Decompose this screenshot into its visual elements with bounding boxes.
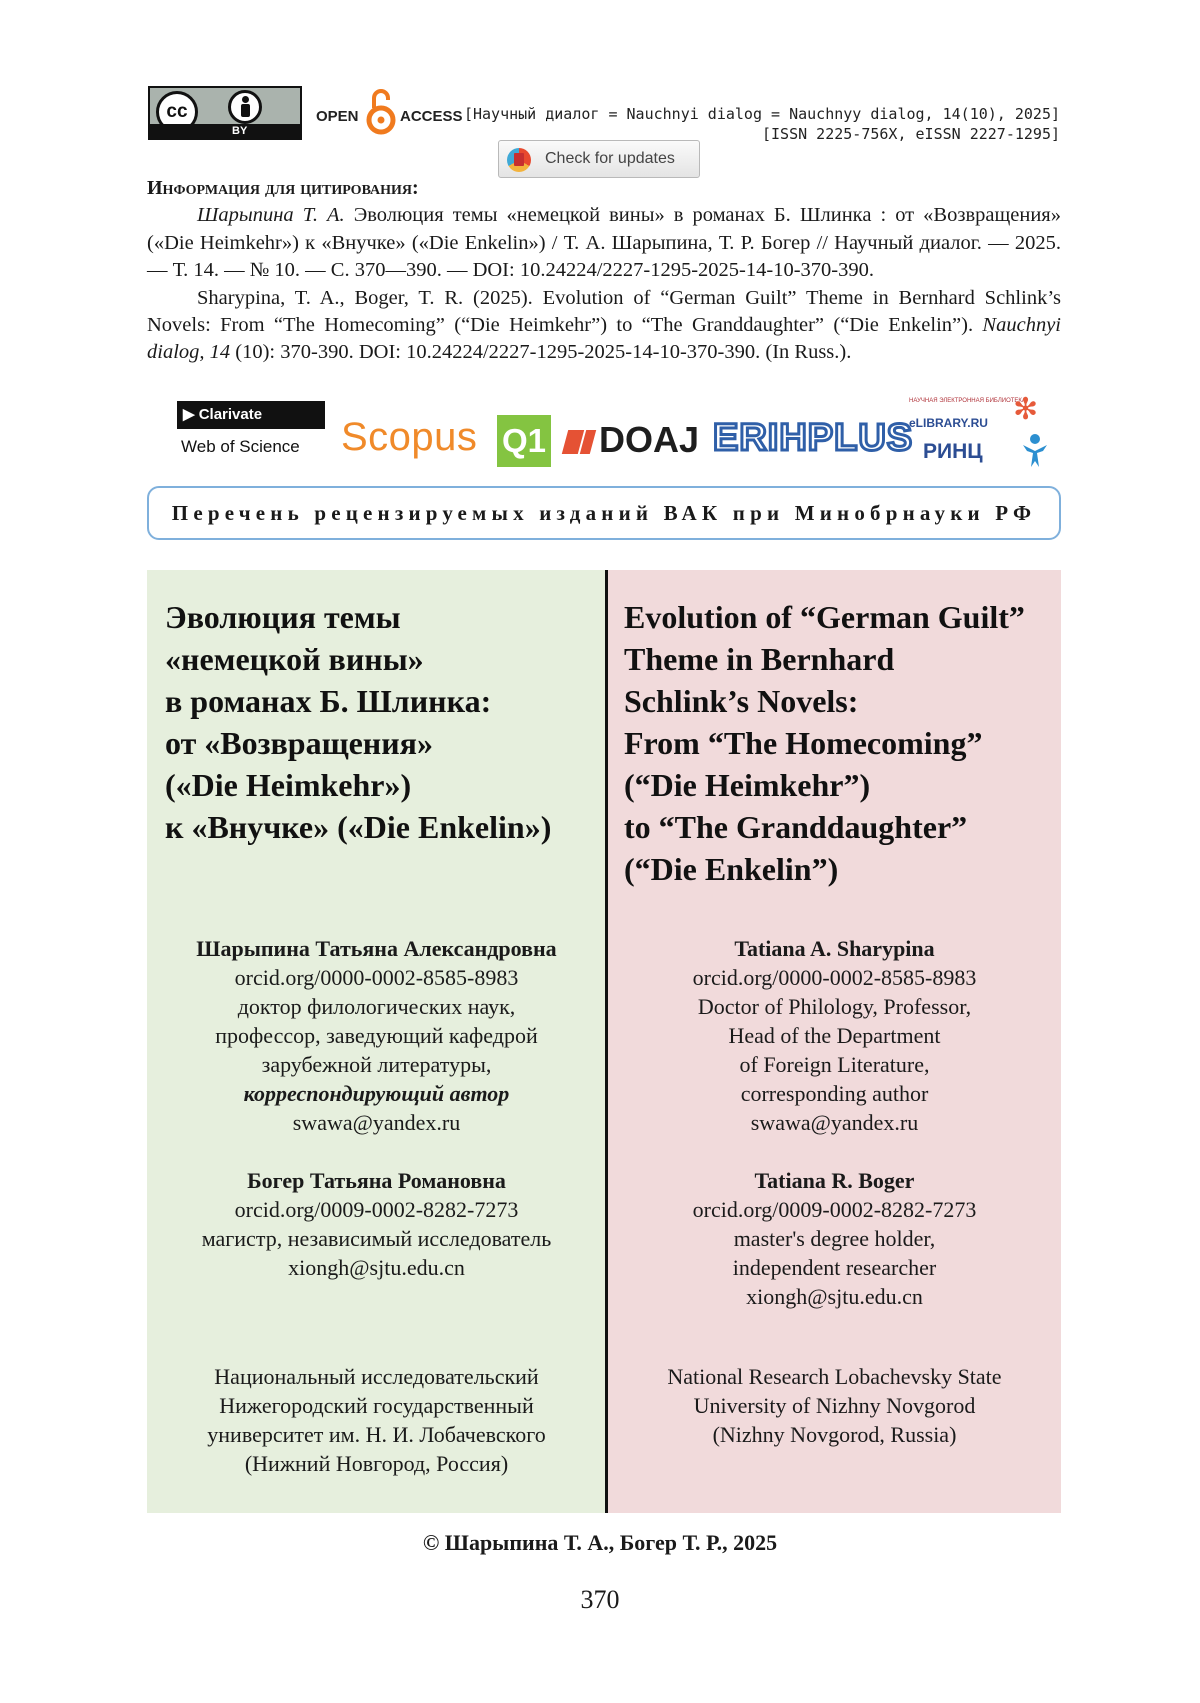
en-affiliation: National Research Lobachevsky State University of Nizhny Novgorod (Nizhny Novgorod, Russia)	[667, 1364, 1002, 1447]
citation-english	[147, 285, 1061, 367]
citation-ru-text: Эволюция темы «немецкой вины» в романах Б. Шлинка : от «Возвращения» («Die Heimkehr») к «Внучке» («Die Enkelin») / Т. А. Шарыпина, Т. Р. Богер // Научный диалог. — 2025. — Т. 14. — № 10. — С. 370—390. — DOI: 10.24224/2227-1295-2025-14-10-370-390.	[147, 204, 1061, 282]
en-author-2: Tatiana R. Boger orcid.org/0009-0002-8282-7273 master's degree holder, independent researcher xiongh@sjtu.edu.cn	[608, 1166, 1061, 1311]
cc-by-license-badge[interactable]	[148, 86, 302, 140]
elibrary-label: eLIBRARY.RU	[909, 416, 988, 430]
web-of-science-label: Web of Science	[181, 437, 300, 456]
check-for-updates-button[interactable]	[498, 140, 700, 178]
email-link[interactable]: swawa@yandex.ru	[750, 1110, 919, 1135]
attribution-person-icon	[228, 90, 262, 124]
orcid-link[interactable]: orcid.org/0009-0002-8282-7273	[234, 1197, 519, 1222]
citation-russian	[147, 202, 1061, 284]
orcid-link[interactable]: orcid.org/0000-0002-8585-8983	[234, 965, 519, 990]
ru-author-1: Шарыпина Татьяна Александровна orcid.org/0000-0002-8585-8983 доктор филологических наук, профессор, заведующий кафедрой зарубежной литературы, корреспондирующий автор swawa@yandex.ru	[147, 934, 606, 1137]
cc-icon: cc	[156, 91, 198, 133]
open-lock-icon	[366, 86, 396, 136]
doaj-logo[interactable]: DOAJ	[565, 419, 699, 461]
author-name: Шарыпина Татьяна Александровна	[196, 936, 557, 961]
elibrary-star-icon: ✻	[1013, 392, 1039, 427]
copyright-notice: © Шарыпина Т. А., Богер Т. Р., 2025	[422, 1530, 778, 1555]
license-by-label: BY	[232, 125, 248, 137]
citation-en-text-1: Sharypina, T. A., Boger, T. R. (2025). Evolution of “German Guilt” Theme in Bernhard Schlink’s Novels: From “The Homecoming” (“Die Heimkehr”) to “The Granddaughter” (“Die Enkelin”).	[147, 286, 1061, 337]
elibrary-rinc-logo[interactable]	[909, 392, 1059, 473]
orcid-link[interactable]: orcid.org/0009-0002-8282-7273	[692, 1197, 977, 1222]
citation-block	[147, 175, 1061, 367]
email-link[interactable]: xiongh@sjtu.edu.cn	[746, 1284, 923, 1309]
erihplus-logo[interactable]: ERIHPLUS	[713, 417, 914, 459]
elibrary-small-label: НАУЧНАЯ ЭЛЕКТРОННАЯ БИБЛИОТЕКА	[909, 398, 1026, 404]
page-number: 370	[580, 1585, 620, 1614]
author-name: Tatiana A. Sharypina	[734, 936, 935, 961]
russian-title-column	[147, 570, 606, 1513]
scopus-logo[interactable]: Scopus	[341, 415, 478, 459]
open-access-access-label: ACCESS	[400, 108, 463, 125]
elibrary-person-icon	[1021, 433, 1049, 469]
author-name: Богер Татьяна Романовна	[247, 1168, 506, 1193]
ru-author-2: Богер Татьяна Романовна orcid.org/0009-0002-8282-7273 магистр, независимый исследователь xiongh@sjtu.edu.cn	[147, 1166, 606, 1282]
journal-title-line: [Научный диалог = Nauchnyi dialog = Nauchnyy dialog, 14(10), 2025]	[463, 105, 1060, 123]
email-link[interactable]: xiongh@sjtu.edu.cn	[288, 1255, 465, 1280]
q1-quartile-badge: Q1	[497, 415, 551, 467]
crossmark-icon	[507, 148, 531, 172]
clarivate-logo[interactable]: ▶ Clarivate	[177, 401, 325, 429]
journal-reference	[464, 104, 1060, 144]
vak-list-banner: Перечень рецензируемых изданий ВАК при Минобрнауки РФ	[147, 486, 1061, 540]
author-name: Tatiana R. Boger	[754, 1168, 915, 1193]
ru-affiliation: Национальный исследовательский Нижегородский государственный университет им. Н. И. Лобачевского (Нижний Новгород, Россия)	[207, 1364, 546, 1476]
orcid-link[interactable]: orcid.org/0000-0002-8585-8983	[692, 965, 977, 990]
email-link[interactable]: swawa@yandex.ru	[292, 1110, 461, 1135]
russian-article-title: Эволюция темы «немецкой вины» в романах Б. Шлинка: от «Возвращения» («Die Heimkehr») к «Внучке» («Die Enkelin»)	[165, 599, 552, 845]
english-article-title: Evolution of “German Guilt” Theme in Bernhard Schlink’s Novels: From “The Homecoming” (“Die Heimkehr”) to “The Granddaughter” (“Die Enkelin”)	[624, 599, 1025, 887]
citation-en-journal: Nauchnyi dialog, 14	[147, 314, 1061, 364]
open-access-logo	[316, 86, 463, 138]
citation-ru-author: Шарыпина Т. А.	[197, 204, 345, 227]
journal-issn-line: [ISSN 2225-756X, eISSN 2227-1295]	[761, 125, 1060, 143]
check-for-updates-label: Check for updates	[545, 150, 675, 167]
en-author-1: Tatiana A. Sharypina orcid.org/0000-0002-8585-8983 Doctor of Philology, Professor, Head of the Department of Foreign Literature, corresponding author swawa@yandex.ru	[608, 934, 1061, 1137]
citation-heading: Информация для цитирования:	[147, 177, 419, 199]
citation-en-text-2: (10): 370-390. DOI: 10.24224/2227-1295-2025-14-10-370-390. (In Russ.).	[230, 341, 852, 364]
open-access-open-label: OPEN	[316, 108, 359, 125]
rinc-label: РИНЦ	[923, 440, 983, 463]
english-title-column	[608, 570, 1061, 1513]
corresponding-author-label: корреспондирующий автор	[243, 1081, 510, 1106]
indexing-logos	[147, 392, 1061, 473]
